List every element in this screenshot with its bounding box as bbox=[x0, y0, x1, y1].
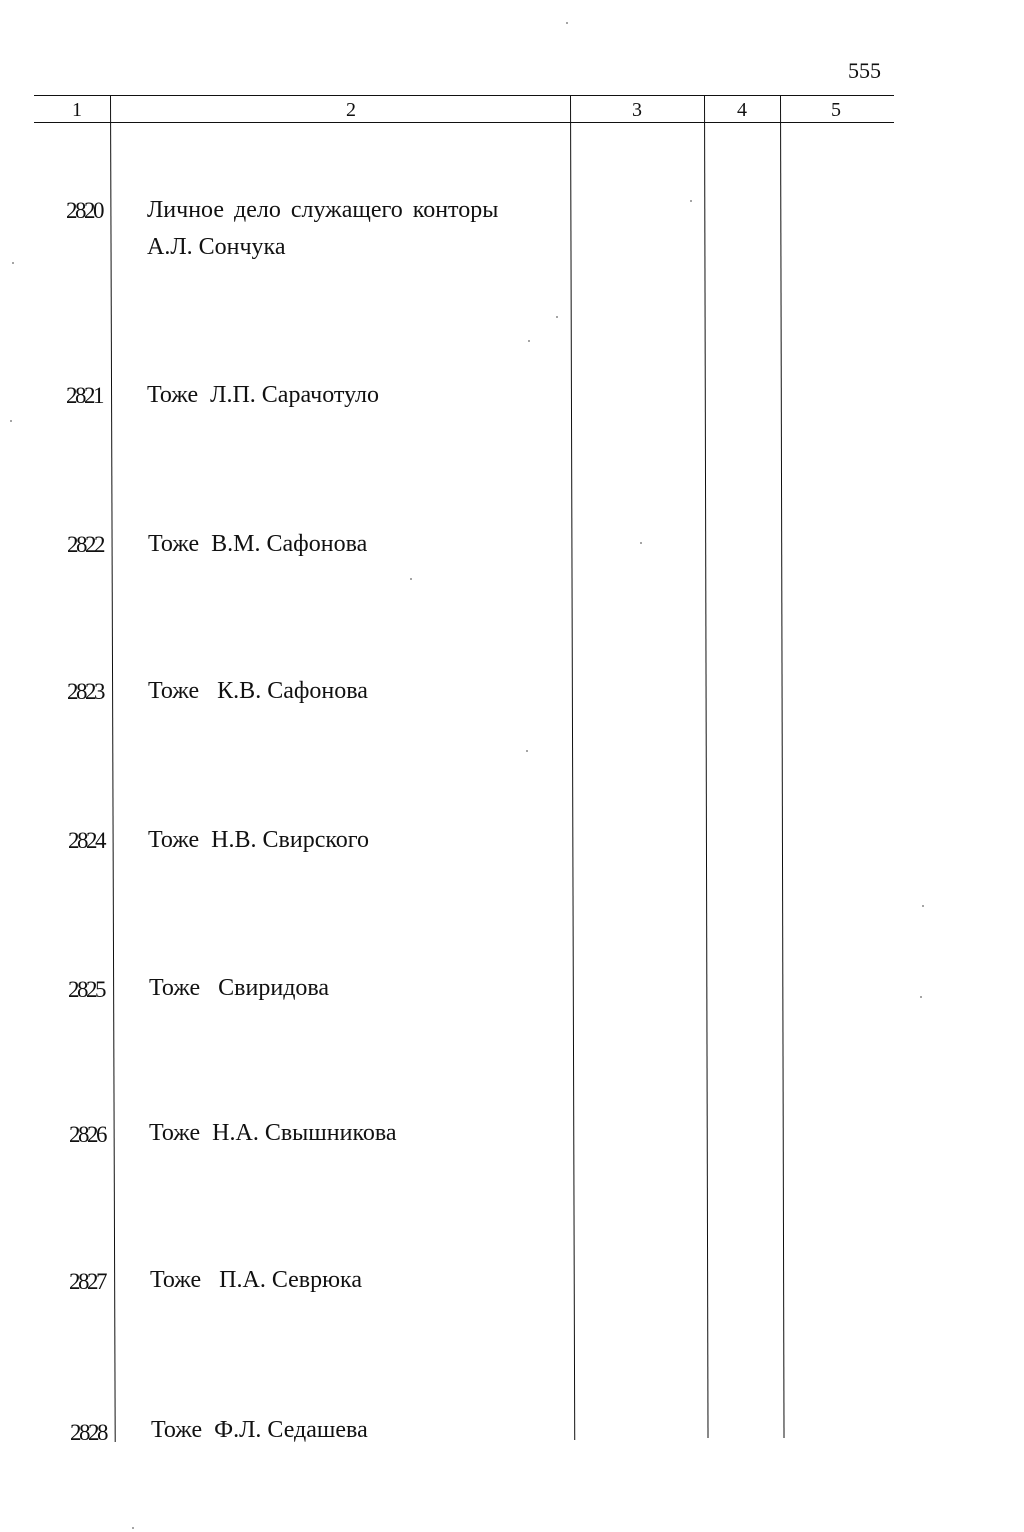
scan-speck bbox=[410, 578, 412, 580]
row-description: Тоже Н.В. Свирского bbox=[148, 827, 370, 853]
scan-speck bbox=[132, 1527, 134, 1529]
row-number: 2825 bbox=[68, 977, 104, 1002]
column-header-5: 5 bbox=[831, 99, 841, 121]
row-number: 2822 bbox=[67, 532, 103, 557]
scan-speck bbox=[640, 542, 642, 544]
column-divider-3 bbox=[704, 95, 709, 1438]
column-divider-2 bbox=[570, 95, 575, 1440]
row-description: Тоже В.М. Сафонова bbox=[148, 531, 368, 557]
row-number: 2827 bbox=[69, 1269, 105, 1294]
row-description: Тоже П.А. Севрюка bbox=[150, 1267, 363, 1293]
column-header-3: 3 bbox=[632, 99, 642, 121]
row-description: Тоже Н.А. Свышникова bbox=[149, 1120, 397, 1146]
scan-speck bbox=[10, 420, 12, 422]
row-description-line1: Личное дело служащего конторы bbox=[147, 197, 499, 223]
column-header-1: 1 bbox=[72, 99, 82, 121]
scan-speck bbox=[556, 316, 558, 318]
scan-speck bbox=[528, 340, 530, 342]
row-description: Тоже Свиридова bbox=[149, 975, 330, 1001]
row-description: Тоже Ф.Л. Седашева bbox=[151, 1417, 368, 1443]
header-top-rule bbox=[34, 95, 894, 96]
scan-speck bbox=[922, 905, 924, 907]
page-number: 555 bbox=[848, 58, 881, 83]
column-header-2: 2 bbox=[346, 99, 356, 121]
row-number: 2820 bbox=[66, 198, 102, 223]
row-description bbox=[147, 192, 498, 266]
scan-speck bbox=[566, 22, 568, 24]
header-bottom-rule bbox=[34, 122, 894, 123]
column-header-4: 4 bbox=[737, 99, 747, 121]
column-divider-1 bbox=[110, 95, 116, 1442]
row-number: 2823 bbox=[67, 679, 103, 704]
row-description: Тоже К.В. Сафонова bbox=[148, 678, 368, 704]
row-number: 2826 bbox=[69, 1122, 105, 1147]
scan-speck bbox=[920, 996, 922, 998]
scan-speck bbox=[526, 750, 528, 752]
scan-speck bbox=[12, 262, 14, 264]
column-divider-4 bbox=[780, 95, 785, 1438]
row-description: Тоже Л.П. Сарачотуло bbox=[147, 382, 379, 408]
scan-speck bbox=[690, 200, 692, 202]
row-number: 2824 bbox=[68, 828, 104, 853]
row-number: 2828 bbox=[70, 1420, 106, 1445]
row-description-line2: А.Л. Сончука bbox=[147, 234, 286, 260]
row-number: 2821 bbox=[66, 383, 102, 408]
